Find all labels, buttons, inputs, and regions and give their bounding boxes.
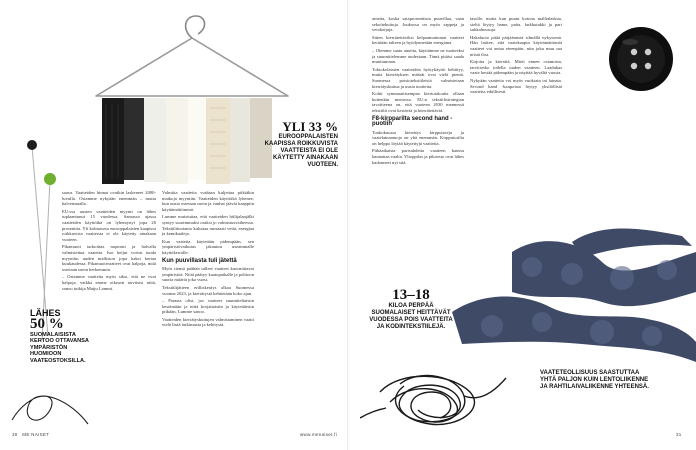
magazine-name: ME NAISET: [22, 432, 50, 437]
pull-quote-text: EUROOPPALAISTEN KAAPISSA ROIKKUVISTA VAATTEISTA EI OLE KÄYTETTY AINAKAAN VUOTEEN.: [264, 134, 338, 168]
pull-quote-figure: 50 %: [30, 315, 64, 332]
paragraph: Pikamuoti tarkoittaa nopeasti ja halvalla valmistettua vaatetta. Isot ketjut voivat tuoda myyntiin uuden malliston jopa kaksi kertaa kuukaudessa. Pikamuotivaatteet ovat halpoja, mitä ostetaan usein herkemmin.: [62, 244, 156, 272]
paragraph: Kirjoita ja kierrätä. Mieti ennen ostamista, tarvitsetko todella uuden vaatteen. Laadukas vaate kestää pidempään ja näyttää hyvältä vuosia.: [470, 59, 562, 76]
left-footer: [12, 432, 49, 437]
paragraph: Lumme muistuttaa, että vaatteiden hiilijalanjälki syntyy suurimmaksi osaksi jo valmistusvaiheessa. Tekstiilituotanto kuluttaa runsaasti vettä, energiaa ja kemikaaleja.: [162, 214, 254, 237]
pull-quote-kilos: [368, 288, 454, 331]
paragraph: Tokiokolaisten vaatteiden hyötykäyttö kehittyy, mutta kierrätyksen määrät ovat vielä pieniä. Suomessa poistotekstiileistä valmistetaan kierrätyskuitua ja uusia tuotteita.: [372, 66, 464, 89]
page-number: 30: [12, 432, 18, 437]
article-column-4: [470, 16, 562, 216]
right-footer-page-number: [676, 432, 682, 437]
paragraph: Nykyään vaatteita voi myös vuokrata tai lainata. Second hand -kaupoista löytyy yksilöllisiä vaatteita edullisesti.: [470, 77, 562, 95]
pull-quote-50-percent: [30, 310, 92, 365]
website-url: www.menaiset.fi: [300, 432, 338, 437]
pull-quote-figure: YLI 33 %: [282, 119, 338, 134]
article-column-3: [372, 16, 464, 216]
paragraph: Hakaluoto pitää pärjäämistä silmällä nykyisenä. Hän laskee, että vaatekaapin käyttämättömät vaatteet voi antaa eteenpäin, niin joku muu saa niistä iloa.: [470, 34, 562, 57]
center-footer-url: [300, 432, 337, 437]
button-image: [606, 24, 676, 94]
page-number: 31: [676, 432, 682, 437]
paragraph: Kohti symmaattisempaa kiertotaloutta ollaan kuitenkin menossa. EU:n tekstiilistrategian tavoitteena on, että vuoteen 2030 mennessä tekstiilit ovat kestäviä ja kierrätettäviä.: [372, 91, 464, 113]
pull-quote-text: KILOA PERPÄÄ SUOMALAISET HEITTÄVÄT VUODESSA POIS VAATTEITA JA KODINTEKSTIILEJÄ.: [369, 303, 453, 330]
pull-quote-text: VAATETEOLLISUUS SAASTUTTAA YHTÄ PALJON KUIN LENTOLIIKENNE JA RAHTILAIVALIIKENNE YHTEENSÄ.: [540, 370, 649, 391]
paragraph: Kun vaatetta käytetään pidempään, sen ympäristövaikutus jakautuu useammalle käyttökerralle.: [162, 238, 254, 255]
tangled-yarn-icon: [360, 375, 506, 424]
pull-quote-figure: 13–18: [392, 287, 430, 303]
paragraph: Valmiita vaatteita voidaan kuljettaa pitkiäkin matkoja myyntiin. Vaatteiden käyttöikä lyhenee, kun uusia ostetaan usein ja vanhat jäävät kaappiin käyttämättöminä.: [162, 190, 254, 212]
yarn-rope-image: [452, 222, 696, 372]
tangled-yarn-image: [360, 362, 510, 434]
paragraph: Myös tiensä päähän tulleet vaatteet kuormittavat ympäristöä. Niitä päätyy kaatopaikalle ja polttoon suuria määriä joka vuosi.: [162, 266, 254, 283]
button-icon: [609, 27, 673, 91]
paragraph: aineita, koska sataprosenttista puuvillaa, vaan sekoitekuituja. Joukossa on myös sappeja ja vetoketjuja.: [372, 16, 464, 33]
paragraph: – Parasta olisi, jos vaatteet suunniteltaisiin kestämään ja niitä korjattaisiin ja käytettäisiin pitkään, Lumme sanoo.: [162, 298, 254, 315]
pull-quote-pre: LÄHES: [30, 308, 61, 318]
paragraph: – Ostamme vaatteita myös siksi, että ne ovat halpoja, vaikka emme oikeasti tarvitsisi niitä, sanoo tutkija Maiju Lammi.: [62, 274, 156, 291]
paragraph: – Olemme saatu aineita, käyttämme ne tuotteeksi ja suunnittelemme uudestaan. Tämä pitäisi saada muuttumaan.: [372, 47, 464, 65]
section-subhead: Kun puuvillasta tuli jätettä: [162, 257, 237, 264]
paragraph: Pitkäaikaista parisuhdetta vaatteen kanssa kannattaa vaalia. Ylioppilas ja pikaosto ovat lähes kadonneet nyt sitä.: [372, 148, 464, 165]
pull-quote-text: SUOMALAISISTA KERTOO OTTAVANSA YMPÄRISTÖN HUOMIOON VAATEOSTOKSILLA.: [30, 331, 89, 364]
pull-quote-33-percent: [250, 120, 338, 169]
paragraph: Toukokuussa kierrätys kirpputoreja ja vaatelainaamoja on yhä enemmän. Kirpputorilta on helppo löytää käytettyjä vaatteita.: [372, 129, 464, 146]
hanger-icon: [96, 16, 288, 96]
paragraph: tasolle, mutta kun puran kotona mallialaskua, sieltä löytyy hame, paita, farkkutakki ja pari sukkahousuja.: [470, 16, 562, 33]
pull-quote-pollution: [540, 370, 652, 392]
page-gutter: [347, 0, 349, 450]
paragraph: saava. Vaatteiden hinnat ovatkin laskeneet 2000-luvulla. Ostamme nykyään enemmän – mutta halvemmalla.: [62, 190, 156, 207]
paragraph: Vaatteiden kierrätyskuitujen valmistaminen vaatii vielä lisää tutkimusta ja kehitystä.: [162, 316, 254, 328]
article-column-2: [162, 190, 254, 430]
thread-image: [10, 380, 90, 430]
paragraph: Sitten kierrätettäviksi kelpaamattomat vaatteet kerätään talteen ja hyödynnetään energiana.: [372, 34, 464, 46]
paragraph: EU:ssa uusien vaatteiden myynti on lähes tuplaantunut 15 vuodessa. Samassa ajassa vaatteiden käyttöikä on lyhentynyt jopa 20 prosenttia. Yli kolmasosa eurooppalaisten kaapissa roikkuvista vaatteista ei ole käytetty ainakaan vuoteen.: [62, 208, 156, 242]
paragraph: Tekstiilijätteen erilliskeräys alkaa Suomessa vuonna 2023, ja kierrätystä kehitetään koko ajan.: [162, 284, 254, 296]
fabric-swatches-icon: [102, 98, 272, 184]
section-subhead: F8-kirpparilta second hand -puotiin: [372, 115, 453, 128]
